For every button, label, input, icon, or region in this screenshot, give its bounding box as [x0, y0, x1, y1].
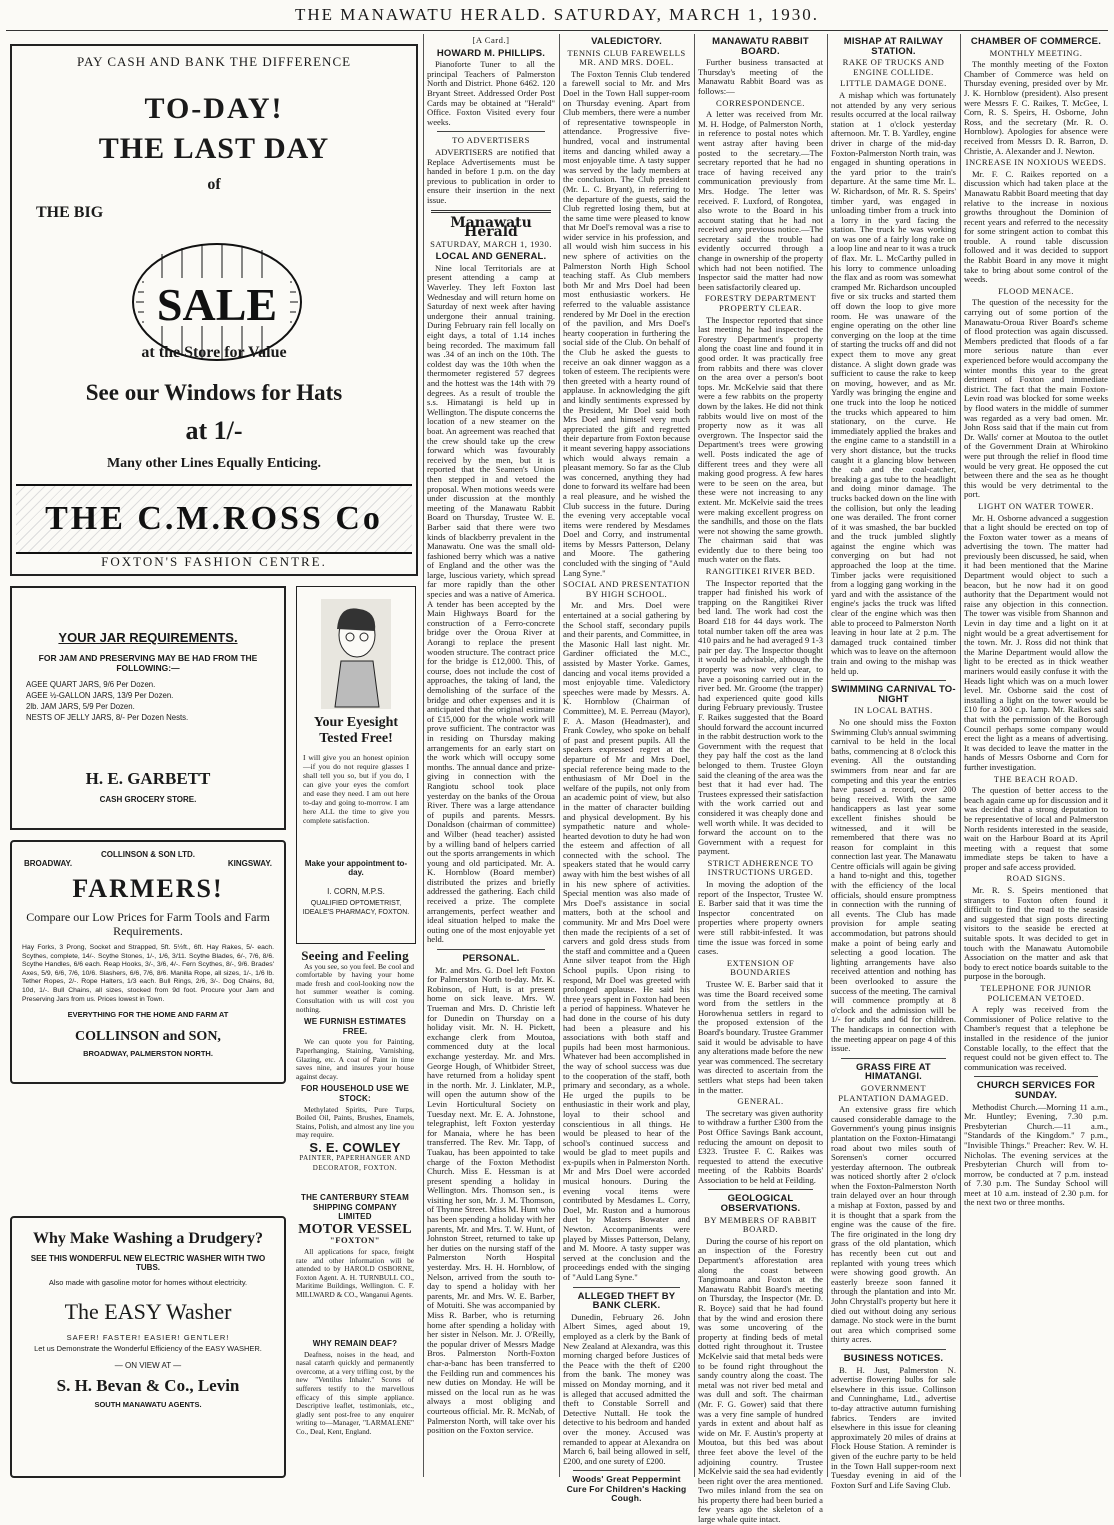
- rangitikei-head: RANGITIKEI RIVER BED.: [705, 566, 816, 577]
- herald-date: SATURDAY, MARCH 1, 1930.: [430, 238, 552, 249]
- column-3: [427, 34, 555, 1477]
- ross-ad: [10, 44, 418, 576]
- theft-head: ALLEGED THEFT BY BANK CLERK.: [577, 1290, 676, 1312]
- woman-glasses-icon: [321, 599, 391, 709]
- general-body: The secretary was given authority to withdraw a further £300 from the Post Office Savings Bank account, reducing the amount on deposit to £323. Trustee F. C. Raikes was requested to attend the executive meeting of the Rabbits Boards' Association to be held at Feilding.: [698, 1107, 823, 1185]
- divider: [573, 1470, 680, 1471]
- advertisers-body: ADVERTISERS are notified that Replace Advertisements must be handed in before 1 p.m. on the day previous to publication in order to ensure their insertion in the next issue.: [427, 146, 555, 205]
- divider: [437, 131, 545, 132]
- washer-view: — ON VIEW AT —: [114, 1361, 182, 1370]
- divider: [974, 1076, 1098, 1077]
- collinson-name: COLLINSON and SON,: [75, 1029, 221, 1045]
- telephone-body: A reply was received from the Commissioner of Police relative to the Chamber's request that a telephone be installed in the residence of the junior Constable locally, to the effect that the request could not be given effect to. The communication was received.: [964, 1004, 1108, 1072]
- garbett-item: NESTS OF JELLY JARS, 8/- Per Dozen Nests.: [26, 713, 189, 722]
- fire-sub: GOVERNMENT PLANTATION DAMAGED.: [838, 1082, 949, 1103]
- theft-body: Dunedin, February 26. John Albert Simes, aged about 19, employed as a clerk by the Bank of New Zealand at Alexandra, was this morning charged before Justices of the Peace with the theft of £200 from the bank. The money was missed on Monday morning, and it is alleged that accused admitted the theft to Constable Sorrell and Detective Nuttall. He took the detective to his bedroom and handed over the money. Accused was remanded to appear at Alexandra on March 6, bail being allowed in self, £200, and one surety of £200.: [563, 1311, 690, 1466]
- washer-name: The EASY Washer: [64, 1299, 232, 1324]
- local-body: Nine local Territorials are at present attending a camp at Waverley. They left Foxton last Wednesday and will return home on Saturday of next week after having undergone their annual training. During February rain fell locally on eight days, a total of 1.14 inches being recorded. The maximum fall was .34 of an inch on the 10th. The coldest day was the 10th when the thermometer registered 57 degrees and the hottest was the 14th with 79 degrees. As a result of trouble the s.s. Himatangi is held up in Wellington. The dispute concerns the location of a new steamer on the boat. An agreement was reached that the crew should take up the crew forward which was favourably received by the men, but it is reported that the Seamen's Union then stepped in and vetoed the proposal. When motions weeds were under discussion at the monthly meeting of the Manawatu Rabbit Board on Thursday, Trustee W. E. Barber said that there were two kinds of blackberry prevalent in the Manawatu. One was the small old-fashioned berry which was a native of England and the other was the large, luscious variety, which spread far more rapidly than the other species and was a native of America. A tender has been accepted by the Main Highways Board for the construction of a Ferro-concrete bridge over the Oroua River at Aorangi to replace the present wooden structure. The contract price for the bridge is £12,000. This, of course, does not include the cost of approaches, the taking of land, the demolishing of the surface of the bridge and other expenses and it is anticipated that the original estimate of £15,000 for the whole work will prove sufficient. The contractor was in residing on Thursday making arrangements for an early start on the work which will occupy some months. The annual dance and prize-giving in connection with the Rangiotu school took place yesterday on the banks of the Oroua River. There was a large attendance of pupils and parents. Messrs. Donaldson (chairman of committee) and Wilber (head teacher) assisted by a willing band of helpers carried out the sports arrangements in which young and old participated. Mr. A. K. Hornblow (Board member) distributed the prizes and briefly addressed the gathering. Each child received a prize. The complete arrangements, perfect weather and ideal situation helped to make the outing one of the most enjoyable yet held.: [427, 262, 555, 945]
- business-head: BUSINESS NOTICES.: [843, 1352, 944, 1364]
- seeing-ad: [296, 948, 414, 1182]
- washer-also: Also made with gasoline motor for homes without electricity.: [48, 1278, 248, 1287]
- eyesight-title: Your Eyesight Tested Free!: [313, 715, 399, 746]
- local-head: LOCAL AND GENERAL.: [435, 251, 547, 263]
- weeds-head: INCREASE IN NOXIOUS WEEDS.: [965, 157, 1107, 168]
- ross-top-line: PAY CASH AND BANK THE DIFFERENCE: [76, 54, 352, 69]
- collinson-farmers: FARMERS!: [72, 874, 224, 903]
- signs-body: Mr. R. S. Speirs mentioned that strangers to Foxton often found it difficult to find the road to the seaside and suggested that sign posts directing visitors to the seaside be erected at suitable spots. It was decided to get in touch with the Manawatu Automobile Association on the matter and ask that body to erect notice boards suitable to the purpose in the borough.: [964, 885, 1108, 982]
- collinson-right: KINGSWAY.: [227, 859, 272, 868]
- divider: [431, 210, 551, 213]
- divider: [437, 949, 545, 950]
- geo-body: During the course of his report on an inspection of the Forestry Department's afforestation area along the coast between Tangimoana and Foxton at the Manawatu Rabbit Board's meeting on Thursday, the Inspector (Mr. D. R. Boyce) said that he had found that by the wind and erosion there was some uncovering of the property at finding beds of metal dotted right throughout it. Trustee McKelvie said that metal beds were to be found right throughout the sandy country along the coast. The metal was not river bed metal and was dull and soft. The chairman (Mr. F. G. Gower) said that there was a very fine sample of hundred yards in extent and about half as wide on Mr. F. Austin's property at Moutoa, but this bed was about three feet above the level of the adjoining country. Trustee McKelvie said the sea had evidently been right over the area mentioned. Two miles inland from the sea on his property there had been buried a few years ago the skeleton of a large whale quite intact.: [698, 1235, 823, 1525]
- flood-body: The question of the necessity for the carrying out of some portion of the Manawatu-Oroua River Board's scheme of flood protection was again discussed. Members predicted that floods of a far more serious nature than ever experienced before would accompany the winter months this year to the great detriment of Foxton and immediate district. The fact that the main Foxton-Levin road was blocked for some weeks by flood waters in the middle of summer was regarded as a very bad omen. Mr. John Ross said that if the main cut from Dr. Walls' corner at Moutoa to the outlet of the Government Drain at Whirokino were put through the relief in flood time would be very great. He opposed the cut between there and the sea as he thought this would be very detrimental to the port.: [964, 297, 1108, 500]
- canterbury-title: THE CANTERBURY STEAM SHIPPING COMPANY LIMITED: [300, 1193, 409, 1222]
- card-label: [A Card.]: [472, 35, 510, 45]
- forestry-body: The Inspector reported that since last meeting he had inspected the Forestry Department's property along the coast line and found it in good order. It was practically free from rabbits and there was clover on the area over a person's boot tops. Mr. McKelvie said that there were a few rabbits on the property down by the lakes. He did not think rabbits would live on most of the property now as it was all overgrown. The Inspector said the Department's trees were growing well. Posts indicated the age of different trees and they were all making good progress. A few hares were to be seen on the area, but these were not increasing to any extent. Mr. McKelvie said the trees were making excellent progress on the sandhills, and those on the flats were not showing the same growth. The chairman said that was evidently due to there being too much water on the flats.: [698, 314, 823, 565]
- ross-today: TO-DAY!: [144, 92, 284, 125]
- advertisers-head: TO ADVERTISERS: [452, 135, 530, 146]
- seeing-body: As you see, so you feel. Be cool and comfortable by having your home made fresh and cool-looking now the hot summer weather is coming. Consultation with us will cost you nothing.: [296, 961, 414, 1014]
- rabbit-intro: Further business transacted at Thursday's meeting of the Manawatu Rabbit Board was as follows:—: [698, 57, 823, 96]
- rabbit-head: MANAWATU RABBIT BOARD.: [712, 36, 809, 57]
- column-divider: [559, 34, 560, 1477]
- collinson-top: COLLINSON & SON LTD.: [100, 850, 196, 859]
- carnival-body: No one should miss the Foxton Swimming Club's annual swimming carnival to be held in the local baths, commencing at 8 o'clock this evening. All the outstanding swimmers from near and far are competing and this year the entries have passed a record, over 200 being received. With the same handicappers as last year some excellent finishes should be witnessed, and it will be remembered that there was no reason for complaint in this connection last year. The Manawatu Centre officials will again be giving a hand to-night and this, together with the efficiency of the local officials, should ensure promptness in connection with the running of all events. The Club has made provision for ample seating accommodation, but patrons should make a point of being early and selecting a good location. The lighting arrangements have also received attention and nothing has been overlooked to assure the success of the meeting. The carnival will commence promptly at 8 o'clock and the admission will be 1/- for adults and 6d for children. The handicaps in connection with the meeting appear on page 4 of this issue.: [831, 716, 956, 1054]
- garbett-title: YOUR JAR REQUIREMENTS.: [58, 630, 238, 645]
- seeing-name: S. E. COWLEY: [309, 1139, 401, 1155]
- sale-text: SALE: [156, 279, 278, 330]
- strict-head: STRICT ADHERENCE TO INSTRUCTIONS URGED.: [707, 857, 814, 878]
- mishap-body: A mishap which was fortunately not attended by any very serious results occurred at the local railway station at 1 o'clock yesterday afternoon. Mr. T. B. Yardley, engine driver in charge of the mid-day Foxton-Palmerston North train, was engaged in shunting operations in the yard prior to the train's departure. At the same time Mr. L. W. Richardson, of Mr. R. S. Speirs' timber yard, was engaged in unloading timber from a truck into a lorry in the yard facing the station. The truck he was working on was one of a fairly long rake on a loop line and near to it was a truck of flax. Mr. L. McCarthy pulled in his lorry to commence unloading the flax and as room was somewhat cramped Mr. Richardson uncoupled five or six trucks and started them off down the loop to give more room. He was unaware of the engine operating on the other line converging on the loop at the time of starting the trucks off and did not expect them to move any great distance. A slight down grade was sufficient to cause the rake to keep on moving, however, and as Mr. Yardly was bringing the engine and one truck into the loop he noticed the trucks which appeared to him stationary, on the curve. He immediately applied the brakes and the engine came to a standstill in a very short distance, but the trucks caught it a glancing blow between the cab and the coal-catcher, breaking a gas tube to the headlight and doing minor damage. The trucks backed down on the line with the collision, but only the leading one was derailed. The front corner of it was smashed, the bar buckled and the truck jumbled slightly against the engine which was converging on but had not approached the loop at the time. Timber jacks were requisitioned from a logging gang working in the yard and with the assistance of the engine's jacks the truck was lifted clear of the engine which was then able to proceed to Palmerston North leaving in hour late at 2 p.m. The damaged truck contained timber which was to leave on the afternoon train and owing to the mishap was held up.: [831, 89, 956, 676]
- mishap-sub: RAKE OF TRUCKS AND ENGINE COLLIDE.: [842, 57, 945, 77]
- washer-store: S. H. Bevan & Co., Levin: [56, 1376, 240, 1395]
- forestry-head: FORESTRY DEPARTMENT PROPERTY CLEAR.: [704, 293, 817, 314]
- fire-head: GRASS FIRE AT HIMATANGI.: [856, 1061, 931, 1083]
- column-7: [964, 34, 1108, 1477]
- light-body: Mr. H. Osborne advanced a suggestion that a light should be erected on top of the Foxton water tower as a means of advertising the town. The matter had previously been discussed, he said, when it had been mentioned that the Marine Department would object to such a beacon, but he now had it on good authority that the Department would not raise any objection in this connection. The tower was visible from Shannon and Levin in day time and a light on it at night would be a great advertisement for the town. Mr. J. Ross did not think that the Marine Department would allow the light to be erected as in thick weather mariners would easily confuse it with the Heads light which was on a much lower level. Mr. Osborne said the cost of installing a light on the tower would be £10 for a 300 c.p. lamp. Mr. Raikes said that with the permission of the Borough Council perhaps some company would erect the light as a means of advertising. It was decided to leave the matter in the hands of Messrs Osborne and Corn for further investigation.: [964, 512, 1108, 772]
- seeing-free: WE FURNISH ESTIMATES FREE.: [303, 1017, 407, 1036]
- deaf-ad: [296, 1336, 414, 1477]
- deaf-body: Deafness, noises in the head, and nasal catarrh quickly and permanently overcome, at a very trifling cost, by the new "Ventilus Inhaler." Scores of sufferers testify to the marvellous efficacy of this simple appliance. Descriptive leaflet, testimonials, etc., gladly sent post-free to any enquirer writing to—Manager, "LARMALENE" Co., Deal, Kent, England.: [296, 1349, 414, 1436]
- divider: [841, 1058, 946, 1059]
- woods-ad: Woods' Great Peppermint Cure For Children's Hacking Cough.: [566, 1474, 687, 1504]
- garbett-list: [26, 679, 284, 723]
- beach-head: THE BEACH ROAD.: [993, 773, 1079, 784]
- fire-body: An extensive grass fire which caused considerable damage to the Government's young pinus insignis plantation on the Foxton-Himatangi road about two miles south of Sorensen's corner occurred yesterday afternoon. The outbreak was noticed shortly after 2 o'clock when the Foxton-Palmerston North train delayed over an hour through a mishap at Foxton, passed by and it is thought that a spark from the engine was the cause of the fire. The fire originated in the long dry grass of the old plantation, which has recently been cut out and replanted with young trees which were showing good growth. An easterly breeze soon fanned it through the plantation and into Mr. John Chrystall's property but here it died out without doing any serious damage. No stock were in the burnt out area which comprised some thirty acres.: [831, 1104, 956, 1345]
- eyesight-appt: Make your appointment to-day.: [304, 859, 408, 877]
- collinson-compare: Compare our Low Prices for Farm Tools and Farm Requirements.: [26, 910, 270, 938]
- garbett-item: AGEE ½-GALLON JARS, 13/9 Per Dozen.: [26, 691, 174, 700]
- church-head: CHURCH SERVICES FOR SUNDAY.: [976, 1080, 1096, 1101]
- deaf-title: WHY REMAIN DEAF?: [312, 1339, 398, 1348]
- mishap-head: MISHAP AT RAILWAY STATION.: [843, 36, 944, 57]
- garbett-name: H. E. GARBETT: [85, 769, 211, 788]
- ross-windows: See our Windows for Hats: [85, 380, 343, 405]
- seeing-household: FOR HOUSEHOLD USE WE STOCK:: [300, 1084, 409, 1103]
- divider: [708, 1189, 813, 1190]
- social-head: SOCIAL AND PRESENTATION BY HIGH SCHOOL.: [563, 579, 690, 599]
- beach-body: The question of better access to the beach again came up for discussion and it was decided that a strong deputation to be representative of local and Palmerston North residents interested in the seaside, wait on the Harbour Board at its April meeting with a request that some immediate steps be taken to have a proper and safe access provided.: [964, 785, 1108, 872]
- washer-title: Why Make Washing a Drudgery?: [33, 1230, 263, 1247]
- carnival-sub: IN LOCAL BATHS.: [854, 705, 933, 716]
- ross-logo-text: THE C.M.ROSS Co: [45, 500, 383, 537]
- social-body: Mr. and Mrs. Doel were entertained at a social gathering by the School staff, secondary pupils and their parents, and Committee, in the Masonic Hall last night. Mr. Gardiner officiated the M.C., assisted by Master Yorke. Games, dancing and vocal items provided a most enjoyable time. Valedictory speeches were made by Messrs. A. K. Hornblow (Chairman of Committee), M. E. Perreau (Mayor), F. A. Mason (Headmaster), and Frank Cowley, who spoke on behalf of past and present pupils. All the speakers expressed regret at the departure of Mr and Mrs Doel, special reference being made to the enthusiasm of Mr Doel in the welfare of the pupils, not only from an academic point of view, but also in the matter of character building and physical development. By his sympathetic nature and whole-hearted devotion to duty he had won the esteem and affection of all connected with the school. The speakers stated that he would carry away with him the best wishes of all in his new sphere of activities. Special mention was also made of Mrs Doel's assistance in social matters, both at the school and community. Mr and Mrs Doel were then made the recipients of a set of carvers and gold dress studs from the staff and committee and a Queen Anne silver teapot from the High School pupils. Upon rising to respond, Mr Doel was greeted with prolonged applause. He said his three years spent in Foxton had been a period of happiness. Whatever he had done in the course of his duty had been a pleasure and his associations with both staff and pupils had been most harmonious. Whatever had been accomplished in the way of school success was due to the cooperation of the staff, both primary and secondary, as a whole. He urged the pupils to be enthusiastic in their work and play, loyal to their school and conscientious in all things. He would be pleased to hear of the school's continued success and would be glad to meet pupils and ex-pupils when in Palmerston North. Mr and Mrs Doel were accorded musical honours. During the evening vocal items were contributed by Mesdames L. Corry, Doel, Mr. Ruston and a humorous duet by Masters Bowater and Newton. Accompaniments were played by Misses Patterson, Delany, and M. Moore. A tasty supper was served at the conclusion and the proceedings ended with the singing of "Auld Lang Syne.": [563, 600, 690, 1282]
- masthead-rule: [6, 30, 1108, 31]
- ross-the-big: THE BIG: [36, 204, 104, 221]
- card-name: HOWARD M. PHILLIPS.: [436, 47, 546, 59]
- collinson-list: Hay Forks, 3 Prong, Socket and Strapped, 5ft. 5½ft., 6ft. Hay Rakes, 5/- each. Scythes, complete, 14/-. Scythe Stones, 1/-, 1/6, 3/11. Scythe Blades, 6/-, 7/6, 8/6. Scythe Handles, 6/6 each. Reap Hooks, 3/-, 3/6, 4/-. Fern Scythes, 8/-, 9/6. Brades' Axes, 5/9, 6/6, 7/6, 10/6. Slashers, 6/6, 7/6, 8/6. Manilla Rope, all sizes, 1/-, 1/6 lb. Tether Ropes, 2/-. Rope Halters, 1/3 each. Bull Rings, 2/6, 3/-. Dog Chains, 8d, 10d, 1/-. Bull Chains, all sizes, stocked from 9d foot. Procure your Jam and Preserving Jars from us. Prices lowest in Town.: [22, 944, 274, 1003]
- eyesight-ad: [296, 586, 416, 944]
- column-divider: [423, 34, 424, 1477]
- garbett-ad: [10, 586, 286, 830]
- eyesight-body: I will give you an honest opinion—if you do not require glasses I shall tell you so, but if you do, I can give your eyes the comfort and ease they need. I am out here to-day and going to-morrow. I am here ALL the time to give you complete satisfaction.: [303, 753, 409, 825]
- collinson-addr: BROADWAY, PALMERSTON NORTH.: [83, 1049, 213, 1059]
- extension-body: Trustee W. E. Barber said that it was time the Board received some word from the settlers in the Horowhenua settlers in regard to the proposed extension of the Board's boundary. Trustee Grammer said it would be advisable to have any alterations made before the new year was commenced. The secretary was directed to ascertain from the settlers what steps had been taken in the matter.: [698, 979, 823, 1095]
- eyesight-qual: QUALIFIED OPTOMETRIST, IDEALE'S PHARMACY, FOXTON.: [302, 900, 410, 916]
- seeing-stock: Methylated Spirits, Pure Turps, Boiled Oil, Paints, Brushes, Enamels, Stains, Polish, and almost any line you may require.: [296, 1104, 414, 1140]
- flood-head: FLOOD MENACE.: [998, 285, 1074, 296]
- herald-title: Manawatu Herald: [450, 214, 532, 241]
- ross-logo: [16, 484, 412, 554]
- weeds-body: Mr. F. C. Raikes reported on a discussion which had taken place at the Manawatu Rabbit Board meeting that day relative to the increase in noxious growths throughout the Dominion of recent years and referred to the necessity for some stringent action to combat this trouble. A round table discussion followed and it was decided to support the Rabbit Board in any move it might take to bring about some control of the weeds.: [964, 168, 1108, 285]
- eyesight-name: I. CORN, M.P.S.: [327, 887, 385, 896]
- garbett-item: AGEE QUART JARS, 9/6 Per Dozen.: [26, 680, 156, 689]
- seeing-body2: We can quote you for Painting, Paperhanging, Staining, Varnishing, Glazing, etc. A coat of Paint in time saves nine, and insures your house against decay.: [296, 1037, 414, 1081]
- column-divider: [960, 34, 961, 1477]
- valedictory-head: VALEDICTORY.: [591, 36, 662, 47]
- garbett-sub: FOR JAM AND PRESERVING MAY BE HAD FROM THE FOLLOWING:—: [38, 653, 258, 673]
- strict-body: In moving the adoption of the report of the Inspector, Trustee W. E. Barber said that it was time the Inspector concentrated on properties where property owners were still rabbit-infested. It was time the issue was forced in some cases.: [698, 879, 823, 957]
- corr-body: A letter was received from Mr. M. H. Hodge, of Palmerston North, in reference to postal notes which went astray after having been posted to the secretary.—The secretary reported that he had no trace of having received any communication previously from Mrs. Hodge. The letter was received. F. Luxford, of Rongotea, also wrote to the Board in his account stating that he had not received any previous notice.—The secretary said the trouble had evidently occurred through a change in ownership of the property which had not been notified. The Inspector said the matter had now been satisfactorily cleared up.: [698, 109, 823, 292]
- washer-demo: Let us Demonstrate the Wonderful Efficiency of the EASY WASHER.: [34, 1344, 262, 1353]
- column-6: [831, 34, 956, 1490]
- ross-of: of: [207, 176, 221, 193]
- canterbury-vessel: MOTOR VESSEL: [298, 1221, 412, 1237]
- personal-head: PERSONAL.: [462, 953, 520, 965]
- divider: [841, 680, 946, 681]
- ross-many: Many other Lines Equally Enticing.: [106, 456, 322, 471]
- divider: [573, 1287, 680, 1288]
- geo-sub: BY MEMBERS OF RABBIT BOARD.: [704, 1214, 817, 1235]
- column-divider: [694, 34, 695, 1477]
- canterbury-body: All applications for space, freight rate and other information will be attended to by HAROLD OSBORNE, Foxton Agent. A. H. TURNBULL CO., Maritime Buildings, Wellington. C. F. MILLWARD & CO., Wanganui Agents.: [296, 1246, 414, 1299]
- mishap-sub2: LITTLE DAMAGE DONE.: [840, 78, 947, 89]
- carnival-head: SWIMMING CARNIVAL TO-NIGHT: [831, 684, 956, 705]
- divider: [841, 1349, 946, 1350]
- personal-body: Mr. and Mrs. G. Doel left Foxton for Palmerston North to-day. Mr. K. Robinson, of Hutt, is at present home on sick leave. Mrs. W. Trueman and Mrs. D. Christie left for Dunedin on Thursday on a holiday visit. Mr. N. H. Pickett, exchange clerk from Moutoa, commenced duty at the local exchange yesterday. Mr. and Mrs. George Hough, of Whitbider Street, have returned from a holiday spent in the north. Mr. J. Linklater, M.P., will open the autumn show of the Levin Horticultural Society on Tuesday next. Mr. E. A. Johnstone, telegraphist, left Foxton yesterday for Manaia, where he has been transferred. The Rev. Mr. Tapp, of Tuakau, has been appointed to take charge of the Foxton Methodist Church. Miss E. Hessman is at present spending a holiday in Wellington. Mrs. Thomson sen., is visiting her son, Mr. J. M. Thomson, of Thynne Street. Miss M. Hunt who has been spending a holiday with her parents, Mr. and Mrs. T. W. Hunt, of Johnston Street, returned to take up her duties on the nursing staff of the Palmerston North Hospital yesterday. Mrs. H. H. Hornblow, of Nelson, arrived from the south to-day to spend a holiday with her parents, Mr. and Mrs. W. E. Barber, of Motuiti. She was accompanied by Miss R. Barber, who is returning home after spending a holiday with her sister in Nelson. Mr. J. O'Reilly, the popular driver of Messrs Madge Bros. Palmerston North-Foxton char-a-banc has been transferred to the Feilding run and commences his new duties on Monday. He will be missed on the local run as he was always a most obliging and courteous official. Mr. R. McNab, of Palmerston North, will take over his position on the Foxton service.: [427, 964, 555, 1436]
- column-5: [698, 34, 823, 1525]
- rangitikei-body: The Inspector reported that the trapper had finished his work of trapping on the Rangitikei River bed land. The work had cost the Board £18 for 44 days work. The total number taken off the area was 410 pairs and he had averaged 9 1-3 pair per day. The Inspector thought it would be advisable, although the property was now very clear, to have a poisoning carried out in the river bed. Mr. Groome (the trapper) had experienced quite good kills during February previously. Trustee F. Raikes suggested that the Board should forward the account incurred in the rabbit destruction work to the Government with the request that they pay half the cost as the land belonged to them. Trustee Gloyn said the cleaning of the area was the best that it had ever had. The Trustees expressed their satisfaction with the work carried out and considered it was cheaply done and well worth while. It was decided to forward the account on to the Government with a request for payment.: [698, 577, 823, 857]
- garbett-item: 2lb. JAM JARS, 5/9 Per Dozen.: [26, 702, 135, 711]
- washer-sub: SEE THIS WONDERFUL NEW ELECTRIC WASHER WITH TWO TUBS.: [30, 1254, 266, 1272]
- chamber-head: CHAMBER OF COMMERCE.: [970, 36, 1102, 47]
- general-head: GENERAL.: [737, 1096, 784, 1107]
- collinson-everything: EVERYTHING FOR THE HOME AND FARM AT: [67, 1010, 229, 1020]
- valedictory-sub: TENNIS CLUB FAREWELLS MR. AND MRS. DOEL.: [567, 47, 686, 68]
- church-body: Methodist Church.—Morning 11 a.m., Mr. Huntley; Evening, 7.30 p.m. Presbyterian Church.—11 a.m., "Standards of the Kingdom." 7 p.m., "Invisible Things." Preacher: Rev. W. H. Nicholas. The evening services at the Presbyterian Church will from to-morrow, be conducted at 7 p.m. instead of 7.30 p.m. The Sunday School will meet at 10 a.m. instead of 2.30 p.m. for the next two or three months.: [964, 1101, 1108, 1208]
- ross-at-store: at the Store for Value: [141, 344, 287, 361]
- washer-agents: SOUTH MANAWATU AGENTS.: [94, 1400, 202, 1409]
- seeing-trade: PAINTER, PAPERHANGER AND DECORATOR, FOXTON.: [299, 1154, 411, 1173]
- signs-head: ROAD SIGNS.: [1006, 873, 1066, 884]
- chamber-body: The monthly meeting of the Foxton Chamber of Commerce was held on Thursday evening, presided over by Mr. J. K. Hornblow (president). Also present were Messrs F. C. Raikes, T. McGee, I. Corn, R. S. Speirs, H. Osborne, John Ross, and the secretary (Mr. R. O. Hornblow). Apologies for absence were received from Messrs D. R. Barron, D. Christie, A. Alexander and J. Newton.: [964, 59, 1108, 156]
- light-head: LIGHT ON WATER TOWER.: [978, 500, 1094, 511]
- masthead: THE MANAWATU HERALD. SATURDAY, MARCH 1, 1930.: [294, 5, 820, 24]
- card-body: Pianoforte Tuner to all the principal Teachers of Palmerston North and District. Phone 6462. 120 Bryant Street. Addressed Order Post Cards may be obtained at "Herald" Office. Foxton Visited every four weeks.: [427, 59, 555, 127]
- chamber-sub: MONTHLY MEETING.: [989, 47, 1083, 58]
- telephone-head: TELEPHONE FOR JUNIOR POLICEMAN VETOED.: [980, 983, 1092, 1003]
- geo-head: GEOLOGICAL OBSERVATIONS.: [720, 1193, 801, 1215]
- seeing-title: Seeing and Feeling: [301, 948, 409, 963]
- business-body: B. H. Just, Palmerston N. advertise flowering bulbs for sale elsewhere in this issue. Collinson and Cunninghame, Ltd., advertise to-day attractive autumn furnishing fabrics. Tenders are invited elsewhere in this issue for cleaning approximately 20 miles of drains at Flock House Station. A reminder is given of the euchre party to be held in the Town Hall supper-room next Tuesday evening in aid of the Foxton Surf and Life Saving Club.: [831, 1364, 956, 1490]
- ross-price: at 1/-: [185, 416, 243, 445]
- canterbury-ad: [296, 1190, 414, 1330]
- extension-head: EXTENSION OF BOUNDARIES: [726, 957, 795, 978]
- ross-centre: FOXTON'S FASHION CENTRE.: [101, 554, 327, 569]
- valedictory-body: The Foxton Tennis Club tendered a farewell social to Mr. and Mrs Doel in the Town Hall supper-room on Thursday evening. Apart from Club members, there were a number of representative townspeople in attendance. Progressive five-hundred, vocal and instrumental items and dancing whiled away a most enjoyable time. A tasty supper was served by the lady members at the conclusion. The Club president (Mr. L. C. Bryant), in referring to the departure of the guests, said the Club regretted losing them, but at the same time were pleased to know that Mr Doel's removal was a rise to wider service in his profession, and all would wish him success in his new sphere of activities on the Palmerston North High School teaching staff. As Club members both Mr and Mrs Doel had been most enthusiastic workers. He referred to the valuable assistance rendered by Mr Doel in the erection of the pavilion, and Mrs Doel's hearty cooperation in furthering the social side of the Club. On behalf of the Club he asked the guests to receive an oak dinner waggon as a token of esteem. The recipients were then greeted with a hearty round of applause. In acknowledging the gift and kindly sentiments expressed by the President, Mr Doel said both Mrs Doel and himself very much appreciated the gift and regretted their departure from Foxton because it meant severing happy associations which would always remain a pleasant memory. So far as the Club was concerned, anything they had done to forward its welfare had been a real pleasure, and he wished the Club success in the future. During the evening very acceptable vocal items were rendered by Mesdames Doel and Corry, and instrumental items by Messrs Patterson, Delany and Moore. The gathering concluded with the singing of "Auld Lang Syne.": [563, 68, 690, 578]
- column-divider: [827, 34, 828, 1477]
- ross-last-day: THE LAST DAY: [98, 132, 330, 165]
- washer-tag: SAFER! FASTER! EASIER! GENTLER!: [66, 1333, 230, 1342]
- collinson-left: BROADWAY.: [24, 859, 73, 868]
- canterbury-name: "FOXTON": [329, 1235, 381, 1246]
- garbett-store: CASH GROCERY STORE.: [99, 795, 197, 804]
- collinson-ad: [10, 840, 286, 1084]
- column-4: [563, 34, 690, 1504]
- washer-ad: [10, 1216, 286, 1478]
- corr-head: CORRESPONDENCE.: [716, 97, 805, 108]
